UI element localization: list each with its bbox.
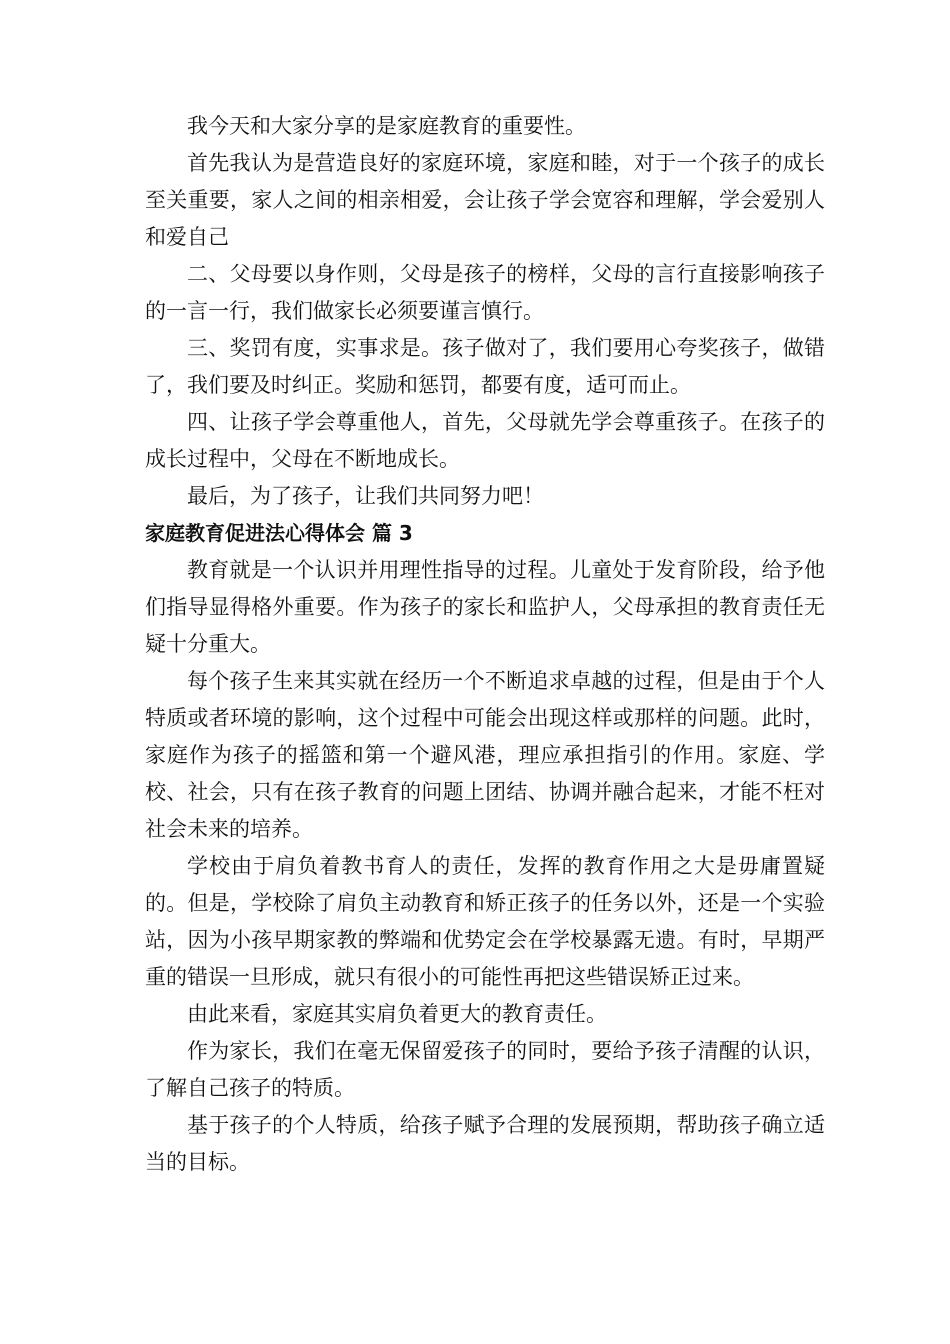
paragraph: 二、父母要以身作则，父母是孩子的榜样，父母的言行直接影响孩子的一言一行，我们做家长必须要谨言慎行。	[145, 262, 825, 323]
paragraph: 由此来看，家庭其实肩负着更大的教育责任。	[187, 1002, 607, 1026]
paragraph: 学校由于肩负着教书育人的责任，发挥的教育作用之大是毋庸置疑的。但是，学校除了肩负主动教育和矫正孩子的任务以外，还是一个实验站，因为小孩早期家教的弊端和优势定会在学校暴露无遗。有时，早期严重的错误一旦形成，就只有很小的可能性再把这些错误矫正过来。	[145, 854, 825, 989]
paragraph: 我今天和大家分享的是家庭教育的重要性。	[187, 114, 586, 138]
section-heading: 家庭教育促进法心得体会 篇 3	[145, 521, 413, 545]
paragraph: 教育就是一个认识并用理性指导的过程。儿童处于发育阶段，给予他们指导显得格外重要。作为孩子的家长和监护人，父母承担的教育责任无疑十分重大。	[145, 558, 825, 656]
paragraph: 四、让孩子学会尊重他人，首先，父母就先学会尊重孩子。在孩子的成长过程中，父母在不断地成长。	[145, 410, 825, 471]
paragraph: 最后，为了孩子，让我们共同努力吧！	[187, 484, 544, 508]
document-body	[145, 108, 825, 1181]
paragraph: 每个孩子生来其实就在经历一个不断追求卓越的过程，但是由于个人特质或者环境的影响，这个过程中可能会出现这样或那样的问题。此时，家庭作为孩子的摇篮和第一个避风港，理应承担指引的作用。家庭、学校、社会，只有在孩子教育的问题上团结、协调并融合起来，才能不枉对社会未来的培养。	[145, 669, 825, 841]
paragraph: 首先我认为是营造良好的家庭环境，家庭和睦，对于一个孩子的成长至关重要，家人之间的相亲相爱，会让孩子学会宽容和理解，学会爱别人和爱自己	[145, 151, 825, 249]
paragraph: 基于孩子的个人特质，给孩子赋予合理的发展预期，帮助孩子确立适当的目标。	[145, 1113, 825, 1174]
paragraph: 三、奖罚有度，实事求是。孩子做对了，我们要用心夸奖孩子，做错了，我们要及时纠正。奖励和惩罚，都要有度，适可而止。	[145, 336, 825, 397]
paragraph: 作为家长，我们在毫无保留爱孩子的同时，要给予孩子清醒的认识，了解自己孩子的特质。	[145, 1039, 825, 1100]
